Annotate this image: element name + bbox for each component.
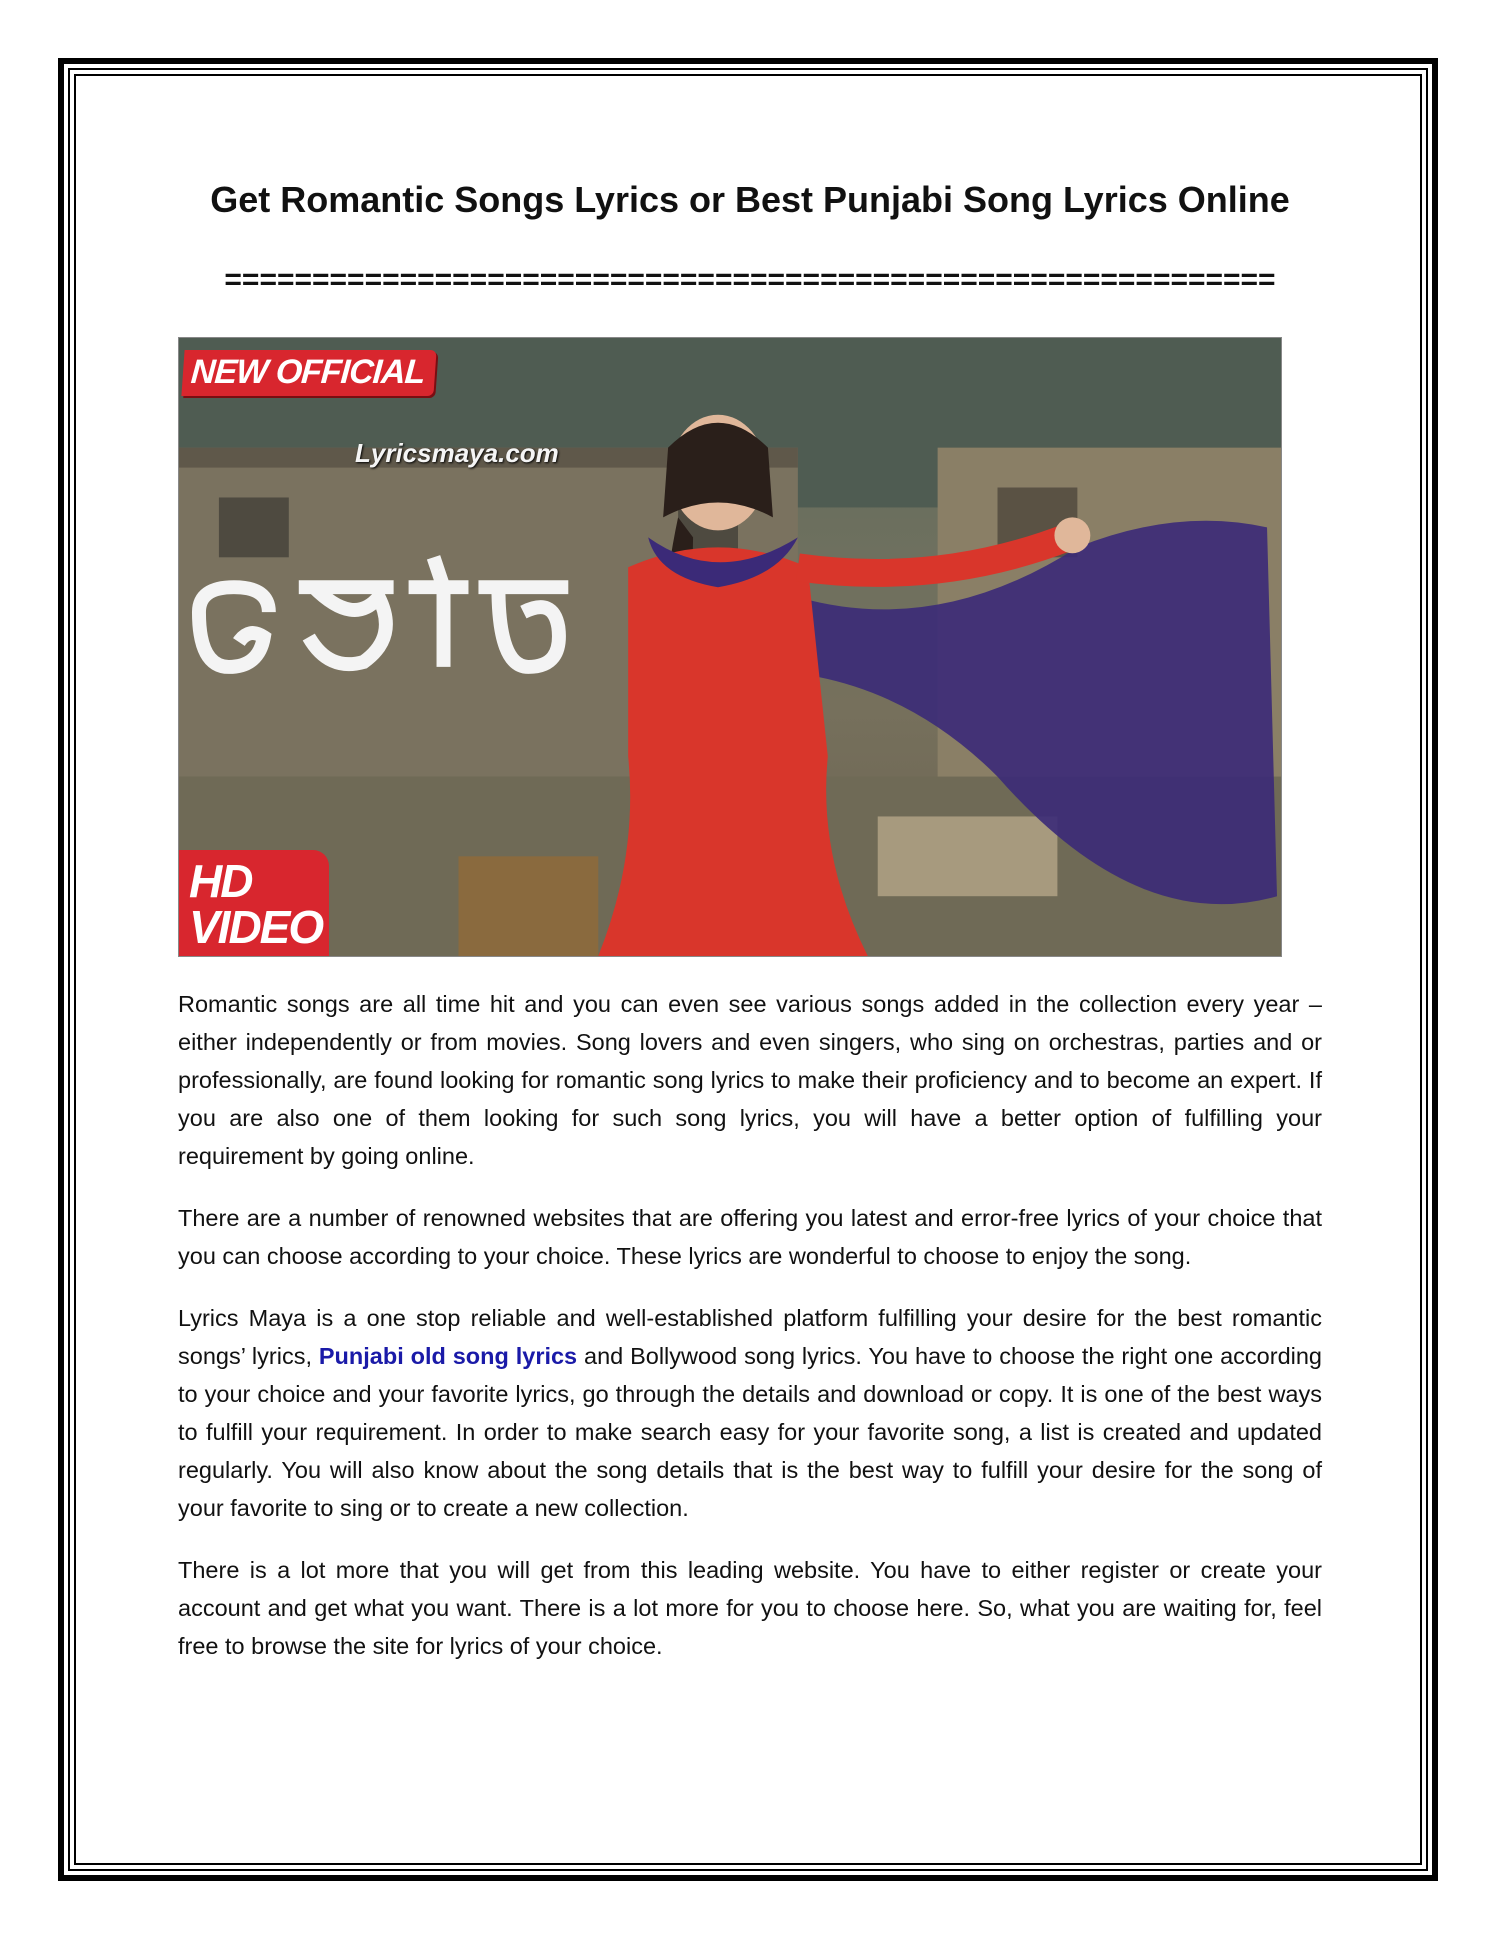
new-official-badge: NEW OFFICIAL <box>181 350 436 396</box>
video-label: VIDEO <box>189 901 323 953</box>
hero-image <box>178 337 1282 957</box>
document-title: Get Romantic Songs Lyrics or Best Punjabi Song Lyrics Online <box>210 179 1290 220</box>
hd-video-badge <box>179 850 329 957</box>
title-divider: ============================================================ <box>224 263 1276 296</box>
paragraph-3-text-after: and Bollywood song lyrics. You have to choose the right one according to your choice and your favorite lyrics, go through the details and download or copy. It is one of the best ways to fulfill your requirement. In order to make search easy for your favorite song, a list is created and updated regularly. You will also know about the song details that is the best way to fulfill your desire for the song of your favorite to sing or to create a new collection. <box>178 1343 1322 1521</box>
door <box>458 856 598 956</box>
paragraph-1: Romantic songs are all time hit and you can even see various songs added in the collection every year – either independently or from movies. Song lovers and even singers, who sing on orchestras, parties and or professionally, are found looking for romantic song lyrics to make their proficiency and to become an expert. If you are also one of them looking for such song lyrics, you will have a better option of fulfilling your requirement by going online. <box>178 991 1322 1169</box>
hd-label: HD <box>189 855 252 907</box>
building-window <box>219 497 289 557</box>
punjabi-old-song-lyrics-link[interactable]: Punjabi old song lyrics <box>318 1343 578 1369</box>
article-body <box>178 985 1322 1689</box>
site-watermark: Lyricsmaya.com <box>355 438 559 468</box>
paragraph-2: There are a number of renowned websites that are offering you latest and error-free lyrics of your choice that you can choose according to your choice. These lyrics are wonderful to choose to enjoy the song. <box>178 1205 1322 1269</box>
paragraph-3 <box>178 1299 1322 1527</box>
paragraph-3-text-before: Lyrics Maya is a one stop reliable and well-established platform fulfilling your desire for the best romantic songs’ lyrics, <box>178 1305 1322 1369</box>
hand <box>1054 517 1090 553</box>
window-bars <box>878 816 1058 896</box>
paragraph-4: There is a lot more that you will get from this leading website. You have to either register or create your account and get what you want. There is a lot more for you to choose here. So, what you are waiting for, feel free to browse the site for lyrics of your choice. <box>178 1557 1322 1659</box>
hero-illustration <box>179 338 1281 956</box>
